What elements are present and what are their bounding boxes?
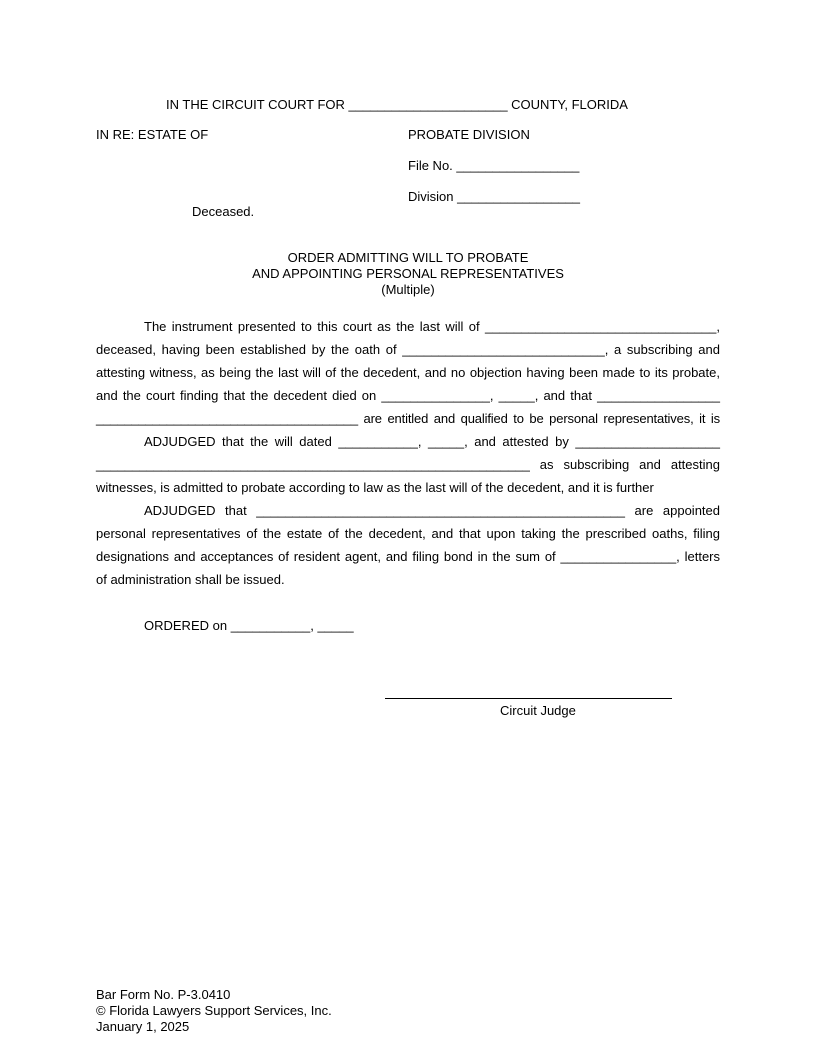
body-line: ADJUDGED that the will dated ___________, _____, and attested by ____________________ [144, 434, 720, 449]
ordered-date-line: ORDERED on ___________, _____ [144, 618, 354, 633]
body-line: personal representatives of the estate of the decedent, and that upon taking the prescribed oaths, filing [96, 526, 720, 541]
title-line-1: ORDER ADMITTING WILL TO PROBATE [287, 250, 529, 265]
body-line: attesting witness, as being the last will of the decedent, and no objection having been made to its probate, [96, 365, 720, 380]
deceased-label: Deceased. [192, 204, 255, 219]
body-line: designations and acceptances of resident agent, and filing bond in the sum of ________________, letters [96, 549, 720, 564]
body-line: deceased, having been established by the oath of ____________________________, a subscribing and [96, 342, 720, 357]
body-line: ADJUDGED that ___________________________________________________ are appointed [144, 503, 720, 518]
form-date: January 1, 2025 [96, 1019, 190, 1034]
body-line: and the court finding that the decedent died on _______________, _____, and that _________________ [96, 388, 720, 403]
copyright-notice: © Florida Lawyers Support Services, Inc. [96, 1003, 332, 1018]
body-line: witnesses, is admitted to probate according to law as the last will of the decedent, and it is further [96, 480, 654, 495]
body-line: of administration shall be issued. [96, 572, 285, 587]
body-line: _____________________________________ are entitled and qualified to be personal representatives, it is [96, 411, 720, 426]
order-body [96, 315, 720, 591]
body-line: The instrument presented to this court as the last will of ________________________________, [144, 319, 720, 334]
division-field: Division _________________ [408, 189, 581, 204]
body-line: ____________________________________________________________ as subscribing and attesting [96, 457, 720, 472]
bar-form-number: Bar Form No. P-3.0410 [96, 987, 231, 1002]
title-line-3: (Multiple) [381, 282, 435, 297]
order-title [208, 250, 608, 298]
form-footer [96, 987, 332, 1035]
file-number-field: File No. _________________ [408, 158, 580, 173]
probate-division: PROBATE DIVISION [408, 127, 530, 142]
title-line-2: AND APPOINTING PERSONAL REPRESENTATIVES [252, 266, 564, 281]
signature-line [385, 698, 672, 699]
in-re-estate: IN RE: ESTATE OF [96, 127, 209, 142]
circuit-judge-label: Circuit Judge [500, 703, 576, 718]
court-heading: IN THE CIRCUIT COURT FOR ______________________ COUNTY, FLORIDA [166, 97, 628, 112]
